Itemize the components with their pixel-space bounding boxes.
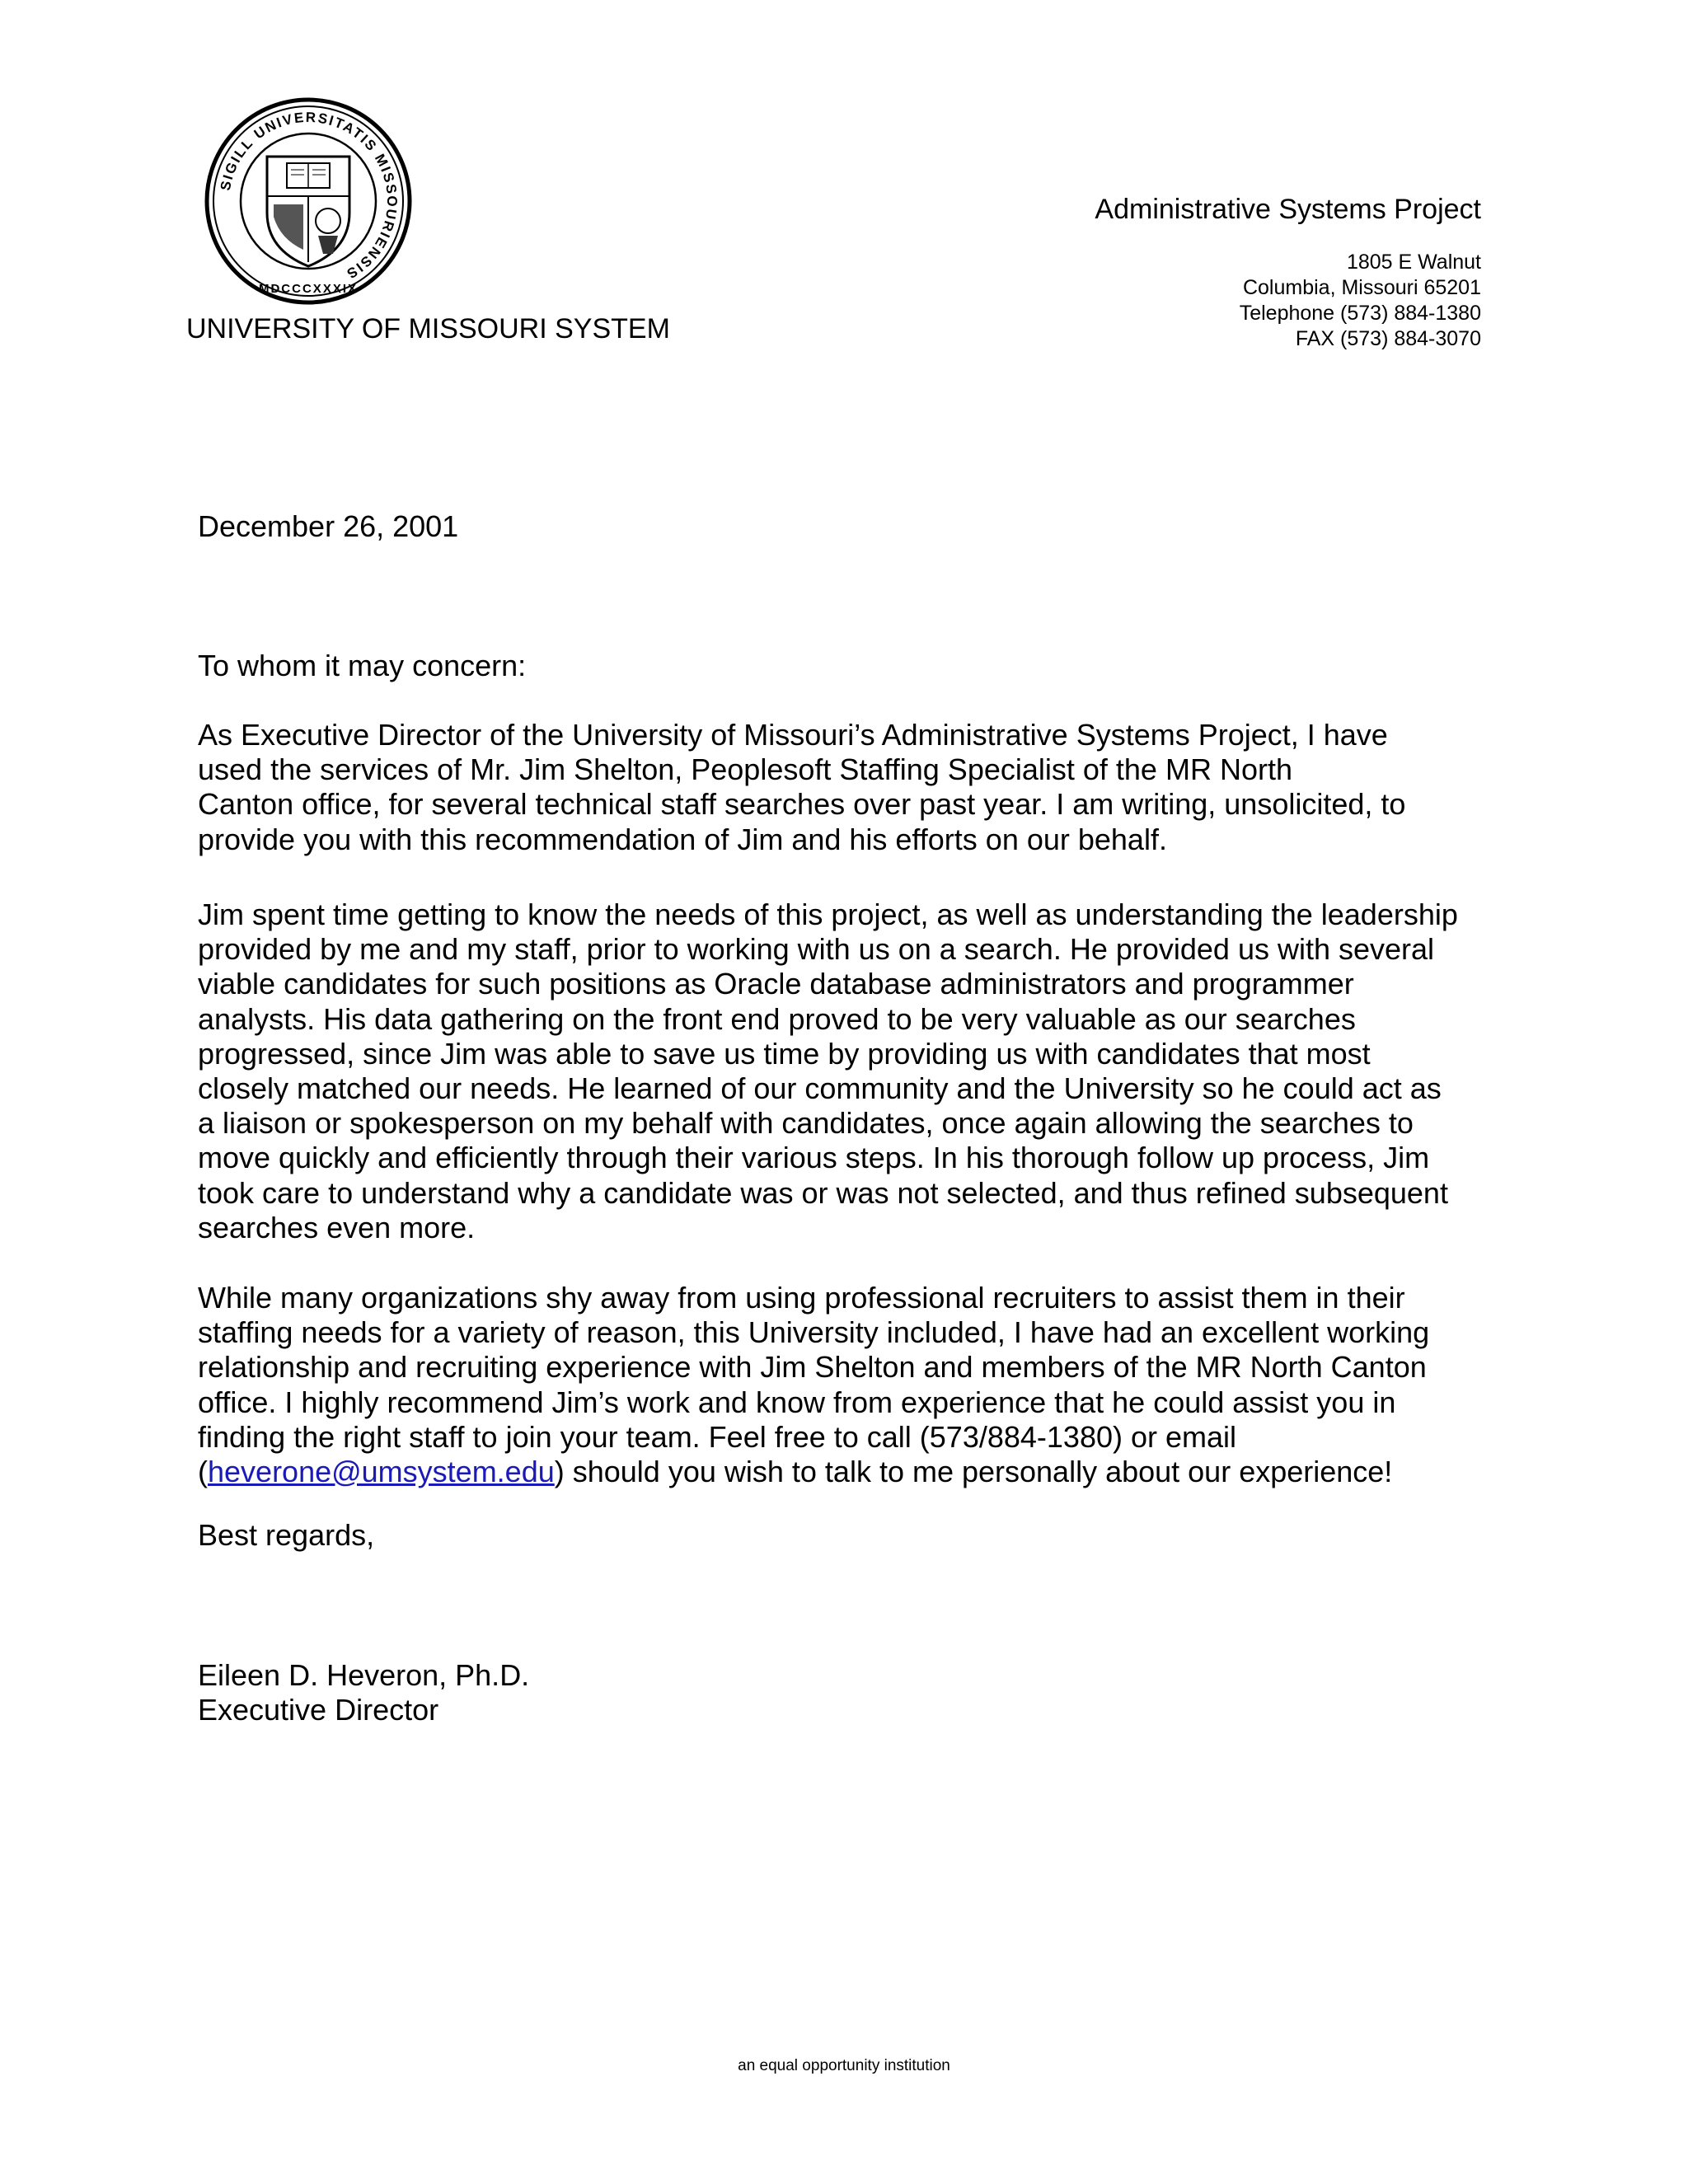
paragraph-line: used the services of Mr. Jim Shelton, Peoplesoft Staffing Specialist of the MR North [198, 752, 1292, 787]
paragraph-line: relationship and recruiting experience with Jim Shelton and members of the MR North Canton [198, 1350, 1427, 1385]
paragraph-line: provide you with this recommendation of Jim and his efforts on our behalf. [198, 822, 1167, 856]
signer-name: Eileen D. Heveron, Ph.D. [198, 1658, 530, 1692]
paragraph-3 [198, 1281, 1429, 1489]
paragraph-line: move quickly and efficiently through their various steps. In his thorough follow up process, Jim [198, 1141, 1430, 1175]
paragraph-line: Jim spent time getting to know the needs of this project, as well as understanding the leadership [198, 898, 1458, 931]
letter-date: December 26, 2001 [198, 509, 459, 543]
paragraph-line: progressed, since Jim was able to save us time by providing us with candidates that most [198, 1036, 1371, 1071]
signer-title: Executive Director [198, 1693, 439, 1727]
paragraph-line: closely matched our needs. He learned of our community and the University so he could act as [198, 1071, 1442, 1106]
organization-name: UNIVERSITY OF MISSOURI SYSTEM [186, 313, 670, 344]
salutation: To whom it may concern: [198, 649, 527, 682]
department-title: Administrative Systems Project [1095, 194, 1481, 225]
seal-ring-text: SIGILL UNIVERSITATIS MISSOURIENSIS [217, 109, 401, 283]
paragraph-line: provided by me and my staff, prior to working with us on a search. He provided us with several [198, 932, 1435, 967]
contact-block [1240, 250, 1481, 352]
paragraph-line: office. I highly recommend Jim’s work and know from experience that he could assist you in [198, 1385, 1396, 1419]
seal-year-text: MDCCCXXXIX [258, 282, 359, 296]
paragraph-line: searches even more. [198, 1210, 476, 1244]
paragraph-line: While many organizations shy away from using professional recruiters to assist them in their [198, 1281, 1405, 1315]
footer-text: an equal opportunity institution [738, 2057, 950, 2074]
paragraph-1 [198, 718, 1405, 857]
telephone: Telephone (573) 884-1380 [1239, 302, 1481, 325]
paragraph-line: Canton office, for several technical staff searches over past year. I am writing, unsolicited, to [198, 787, 1406, 822]
paragraph-line: a liaison or spokesperson on my behalf with candidates, once again allowing the searches to [198, 1106, 1414, 1141]
paragraph-line: analysts. His data gathering on the front end proved to be very valuable as our searches [198, 1001, 1356, 1036]
paragraph-line: took care to understand why a candidate was or was not selected, and thus refined subsequent [198, 1175, 1448, 1210]
closing: Best regards, [198, 1518, 375, 1552]
address-city: Columbia, Missouri 65201 [1242, 276, 1481, 299]
fax: FAX (573) 884-3070 [1295, 327, 1481, 350]
paragraph-line-with-email [198, 1455, 1429, 1489]
paragraph-line: viable candidates for such positions as Oracle database administrators and programmer [198, 967, 1354, 1001]
paragraph-line: staffing needs for a variety of reason, this University included, I have had an excellent working [198, 1315, 1430, 1350]
university-seal [204, 97, 412, 305]
address-street: 1805 E Walnut [1346, 251, 1481, 274]
paragraph-line: finding the right staff to join your team. Feel free to call (573/884-1380) or email [198, 1419, 1237, 1454]
email-link[interactable]: heverone@umsystem.edu [208, 1455, 555, 1489]
line-rest: ) should you wish to talk to me personally about our experience! [554, 1455, 1393, 1489]
paragraph-2 [198, 898, 1458, 1245]
paragraph-line: As Executive Director of the University of Missouri’s Administrative Systems Project, I have [198, 718, 1388, 752]
open-paren: ( [198, 1455, 208, 1489]
signature-block [198, 1658, 529, 1727]
